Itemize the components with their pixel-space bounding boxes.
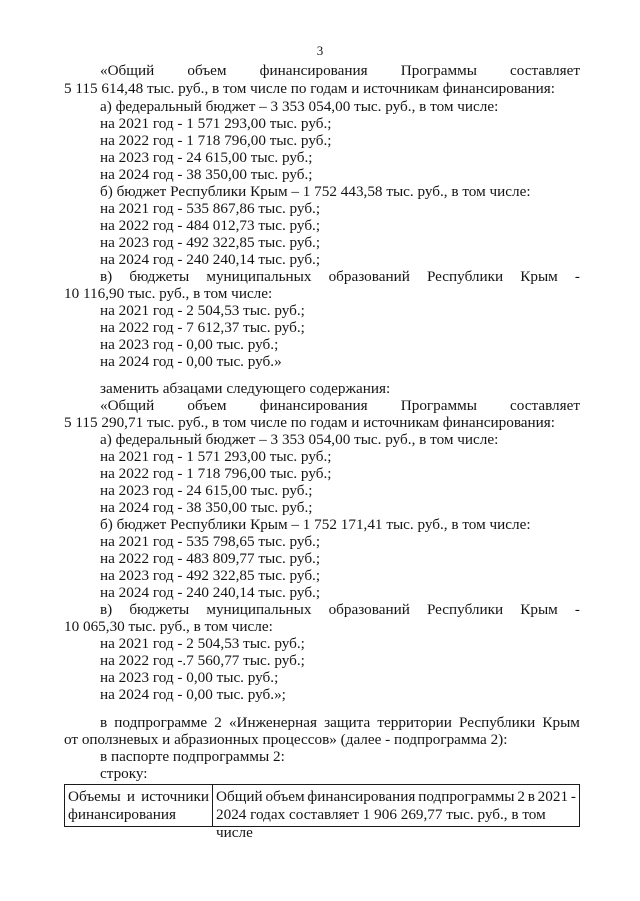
block2-crimea-2022: на 2022 год - 483 809,77 тыс. руб.; [100, 550, 321, 567]
subprogram-continuation: от оползневых и абразионных процессов» (далее - подпрограмма 2): [64, 731, 508, 748]
block1-federal-title: а) федеральный бюджет – 3 353 054,00 тыс. руб., в том числе: [100, 98, 499, 115]
block2-municipal-line [100, 601, 580, 618]
block1-federal-2023: на 2023 год - 24 615,00 тыс. руб.; [100, 149, 313, 166]
block1-municipal-2024: на 2024 год - 0,00 тыс. руб.» [100, 353, 282, 370]
word: в) [100, 268, 113, 285]
block1-federal-2022: на 2022 год - 1 718 796,00 тыс. руб.; [100, 132, 332, 149]
replace-instruction: заменить абзацами следующего содержания: [100, 380, 391, 397]
word: в [100, 714, 108, 731]
block1-municipal-2021: на 2021 год - 2 504,53 тыс. руб.; [100, 302, 305, 319]
block1-municipal-2023: на 2023 год - 0,00 тыс. руб.; [100, 336, 279, 353]
block2-municipal-continuation: 10 065,30 тыс. руб., в том числе: [64, 618, 273, 635]
word: - [574, 268, 580, 285]
block1-municipal-2022: на 2022 год - 7 612,37 тыс. руб.; [100, 319, 305, 336]
word: защита [324, 714, 371, 731]
block2-municipal-2024: на 2024 год - 0,00 тыс. руб.»; [100, 686, 286, 703]
table-label-line1 [68, 788, 209, 806]
block2-municipal-2022: на 2022 год -.7 560,77 тыс. руб.; [100, 652, 305, 669]
block2-federal-2024: на 2024 год - 38 350,00 тыс. руб.; [100, 499, 313, 516]
block2-crimea-2024: на 2024 год - 240 240,14 тыс. руб.; [100, 584, 321, 601]
block1-crimea-title: б) бюджет Республики Крым – 1 752 443,58 тыс. руб., в том числе: [100, 183, 531, 200]
word: Крым [542, 714, 580, 731]
block1-crimea-2021: на 2021 год - 535 867,86 тыс. руб.; [100, 200, 321, 217]
word: в) [100, 601, 113, 618]
table-value-line2: 2024 годах составляет 1 906 269,77 тыс. руб., в том числе [216, 806, 546, 841]
table-value-cell [213, 785, 579, 841]
word: бюджеты [129, 601, 190, 618]
word: подпрограммы [418, 788, 515, 805]
block1-crimea-2022: на 2022 год - 484 012,73 тыс. руб.; [100, 217, 321, 234]
word: финансирования [259, 62, 368, 79]
block2-federal-title: а) федеральный бюджет – 3 353 054,00 тыс. руб., в том числе: [100, 431, 499, 448]
word: составляет [510, 397, 580, 414]
word: Программы [400, 62, 477, 79]
block1-municipal-continuation: 10 116,90 тыс. руб., в том числе: [64, 285, 273, 302]
word: Крым [520, 268, 558, 285]
block1-federal-2024: на 2024 год - 38 350,00 тыс. руб.; [100, 166, 313, 183]
word: подпрограмме [114, 714, 208, 731]
block2-crimea-2023: на 2023 год - 492 322,85 тыс. руб.; [100, 567, 321, 584]
word: Общий [216, 788, 263, 805]
block2-intro-line [100, 397, 580, 414]
word: муниципальных [206, 268, 312, 285]
table-label-line2: финансирования [68, 806, 176, 823]
word: 2 [517, 788, 525, 805]
block2-federal-2021: на 2021 год - 1 571 293,00 тыс. руб.; [100, 448, 332, 465]
table-value-line1 [216, 788, 576, 806]
block2-crimea-2021: на 2021 год - 535 798,65 тыс. руб.; [100, 533, 321, 550]
word: территории [377, 714, 452, 731]
block1-crimea-2023: на 2023 год - 492 322,85 тыс. руб.; [100, 234, 321, 251]
word: Программы [400, 397, 477, 414]
word: объем [187, 62, 227, 79]
word: 2021 [537, 788, 569, 805]
block1-federal-2021: на 2021 год - 1 571 293,00 тыс. руб.; [100, 115, 332, 132]
word: финансирования [259, 397, 368, 414]
word: «Инженерная [228, 714, 317, 731]
block2-crimea-title: б) бюджет Республики Крым – 1 752 171,41 тыс. руб., в том числе: [100, 516, 531, 533]
word: Объемы [68, 788, 121, 805]
subprogram-line [100, 714, 580, 731]
word: финансирования [307, 788, 416, 805]
block1-crimea-2024: на 2024 год - 240 240,14 тыс. руб.; [100, 251, 321, 268]
word: Республики [426, 601, 504, 618]
word: Крым [520, 601, 558, 618]
word: образований [328, 268, 410, 285]
word: «Общий [100, 397, 155, 414]
block2-municipal-2021: на 2021 год - 2 504,53 тыс. руб.; [100, 635, 305, 652]
table-label-cell [65, 785, 213, 826]
word: объем [265, 788, 305, 805]
word: объем [187, 397, 227, 414]
page-number: 3 [316, 43, 324, 58]
block1-intro-continuation: 5 115 614,48 тыс. руб., в том числе по годам и источникам финансирования: [64, 80, 556, 97]
block1-municipal-line [100, 268, 580, 285]
word: и [126, 788, 135, 805]
word: 2 [214, 714, 222, 731]
block2-municipal-2023: на 2023 год - 0,00 тыс. руб.; [100, 669, 279, 686]
block2-intro-continuation: 5 115 290,71 тыс. руб., в том числе по годам и источникам финансирования: [64, 414, 556, 431]
block2-federal-2023: на 2023 год - 24 615,00 тыс. руб.; [100, 482, 313, 499]
word: источники [141, 788, 209, 805]
word: бюджеты [129, 268, 190, 285]
word: Республики [459, 714, 536, 731]
word: образований [328, 601, 410, 618]
financing-table [64, 784, 580, 841]
row-label: строку: [100, 765, 148, 782]
passport-line: в паспорте подпрограммы 2: [100, 748, 285, 765]
word: «Общий [100, 62, 155, 79]
block2-federal-2022: на 2022 год - 1 718 796,00 тыс. руб.; [100, 465, 332, 482]
word: муниципальных [206, 601, 312, 618]
block1-intro-line [100, 62, 580, 79]
word: в [527, 788, 535, 805]
word: - [570, 788, 576, 805]
word: Республики [426, 268, 504, 285]
word: - [574, 601, 580, 618]
word: составляет [510, 62, 580, 79]
